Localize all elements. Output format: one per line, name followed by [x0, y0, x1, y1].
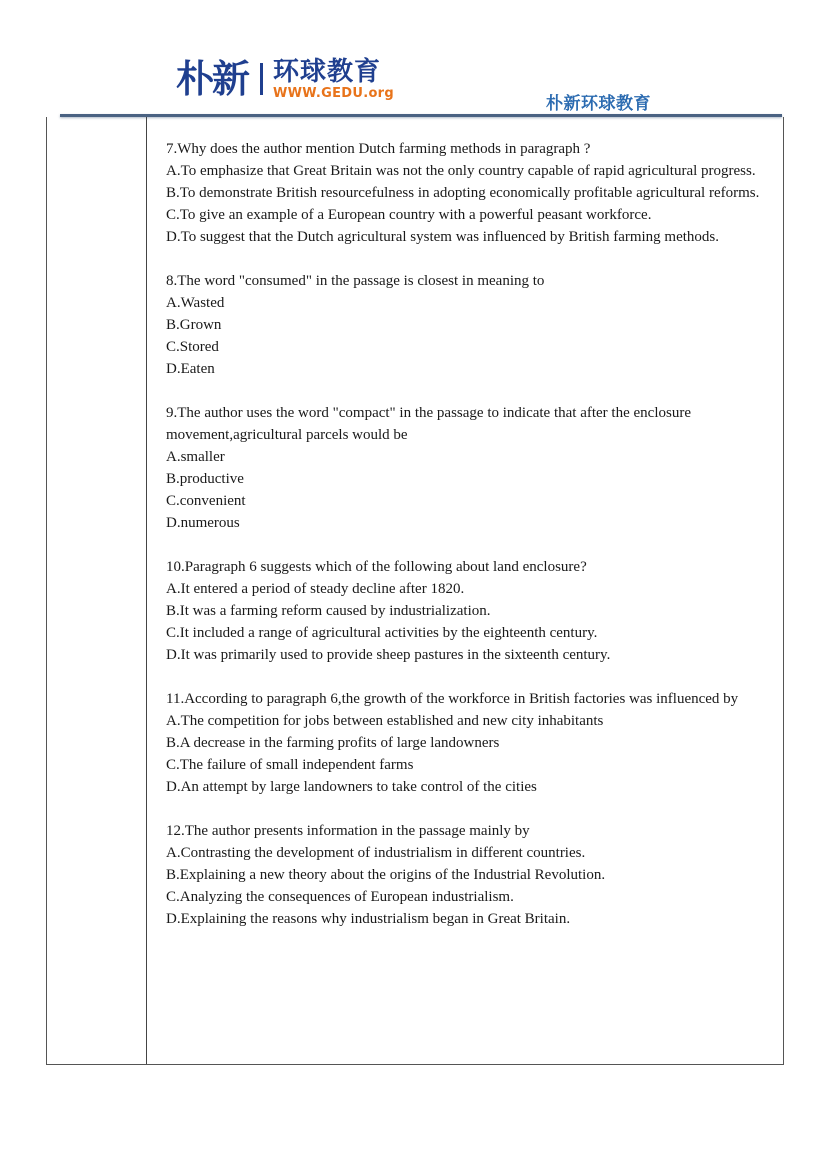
option-a: A.The competition for jobs between established and new city inhabitants	[166, 713, 604, 729]
option-b: B.productive	[166, 471, 244, 487]
option-b: B.It was a farming reform caused by industrialization.	[166, 603, 491, 619]
logo-separator	[260, 63, 263, 95]
header-title: 朴新环球教育	[546, 94, 651, 114]
option-d: D.Explaining the reasons why industrialism began in Great Britain.	[166, 911, 571, 927]
option-b: B.A decrease in the farming profits of large landowners	[166, 735, 500, 751]
option-b: B.Explaining a new theory about the origins of the Industrial Revolution.	[166, 867, 606, 883]
question-stem: 11.According to paragraph 6,the growth of the workforce in British factories was influenced by	[166, 691, 739, 707]
option-a: A.Contrasting the development of industrialism in different countries.	[166, 845, 586, 861]
option-a: A.Wasted	[166, 295, 225, 311]
option-a: A.To emphasize that Great Britain was not the only country capable of rapid agricultural progress.	[166, 163, 756, 179]
logo-cn-text: 环球教育	[273, 56, 382, 87]
option-d: D.To suggest that the Dutch agricultural system was influenced by British farming methods.	[166, 229, 720, 245]
table-left-column	[47, 117, 147, 1064]
option-d: D.It was primarily used to provide sheep pastures in the sixteenth century.	[166, 647, 611, 663]
option-b: B.To demonstrate British resourcefulness in adopting economically profitable agricultural reforms.	[166, 185, 760, 201]
question-8	[166, 270, 776, 380]
question-stem: 12.The author presents information in the passage mainly by	[166, 823, 530, 839]
question-list	[166, 138, 776, 952]
option-a: A.It entered a period of steady decline after 1820.	[166, 581, 465, 597]
question-stem: 9.The author uses the word "compact" in the passage to indicate that after the enclosure movement,agricultural parcels would be	[166, 405, 691, 443]
question-11	[166, 688, 776, 798]
logo-subtext	[273, 56, 394, 101]
option-b: B.Grown	[166, 317, 222, 333]
option-d: D.numerous	[166, 515, 240, 531]
option-c: C.The failure of small independent farms	[166, 757, 414, 773]
option-a: A.smaller	[166, 449, 225, 465]
option-d: D.An attempt by large landowners to take control of the cities	[166, 779, 537, 795]
option-c: C.To give an example of a European country with a powerful peasant workforce.	[166, 207, 652, 223]
question-12	[166, 820, 776, 930]
option-c: C.Analyzing the consequences of European industrialism.	[166, 889, 514, 905]
gedu-logo	[176, 56, 394, 102]
question-stem: 10.Paragraph 6 suggests which of the following about land enclosure?	[166, 559, 587, 575]
logo-url-text: WWW.GEDU.org	[273, 85, 394, 101]
logo-brand-text: 朴新	[176, 57, 249, 101]
option-d: D.Eaten	[166, 361, 215, 377]
question-10	[166, 556, 776, 666]
question-stem: 8.The word "consumed" in the passage is closest in meaning to	[166, 273, 545, 289]
option-c: C.It included a range of agricultural activities by the eighteenth century.	[166, 625, 598, 641]
option-c: C.convenient	[166, 493, 246, 509]
question-7	[166, 138, 776, 248]
option-c: C.Stored	[166, 339, 219, 355]
question-stem: 7.Why does the author mention Dutch farming methods in paragraph ?	[166, 141, 591, 157]
question-9	[166, 402, 776, 534]
